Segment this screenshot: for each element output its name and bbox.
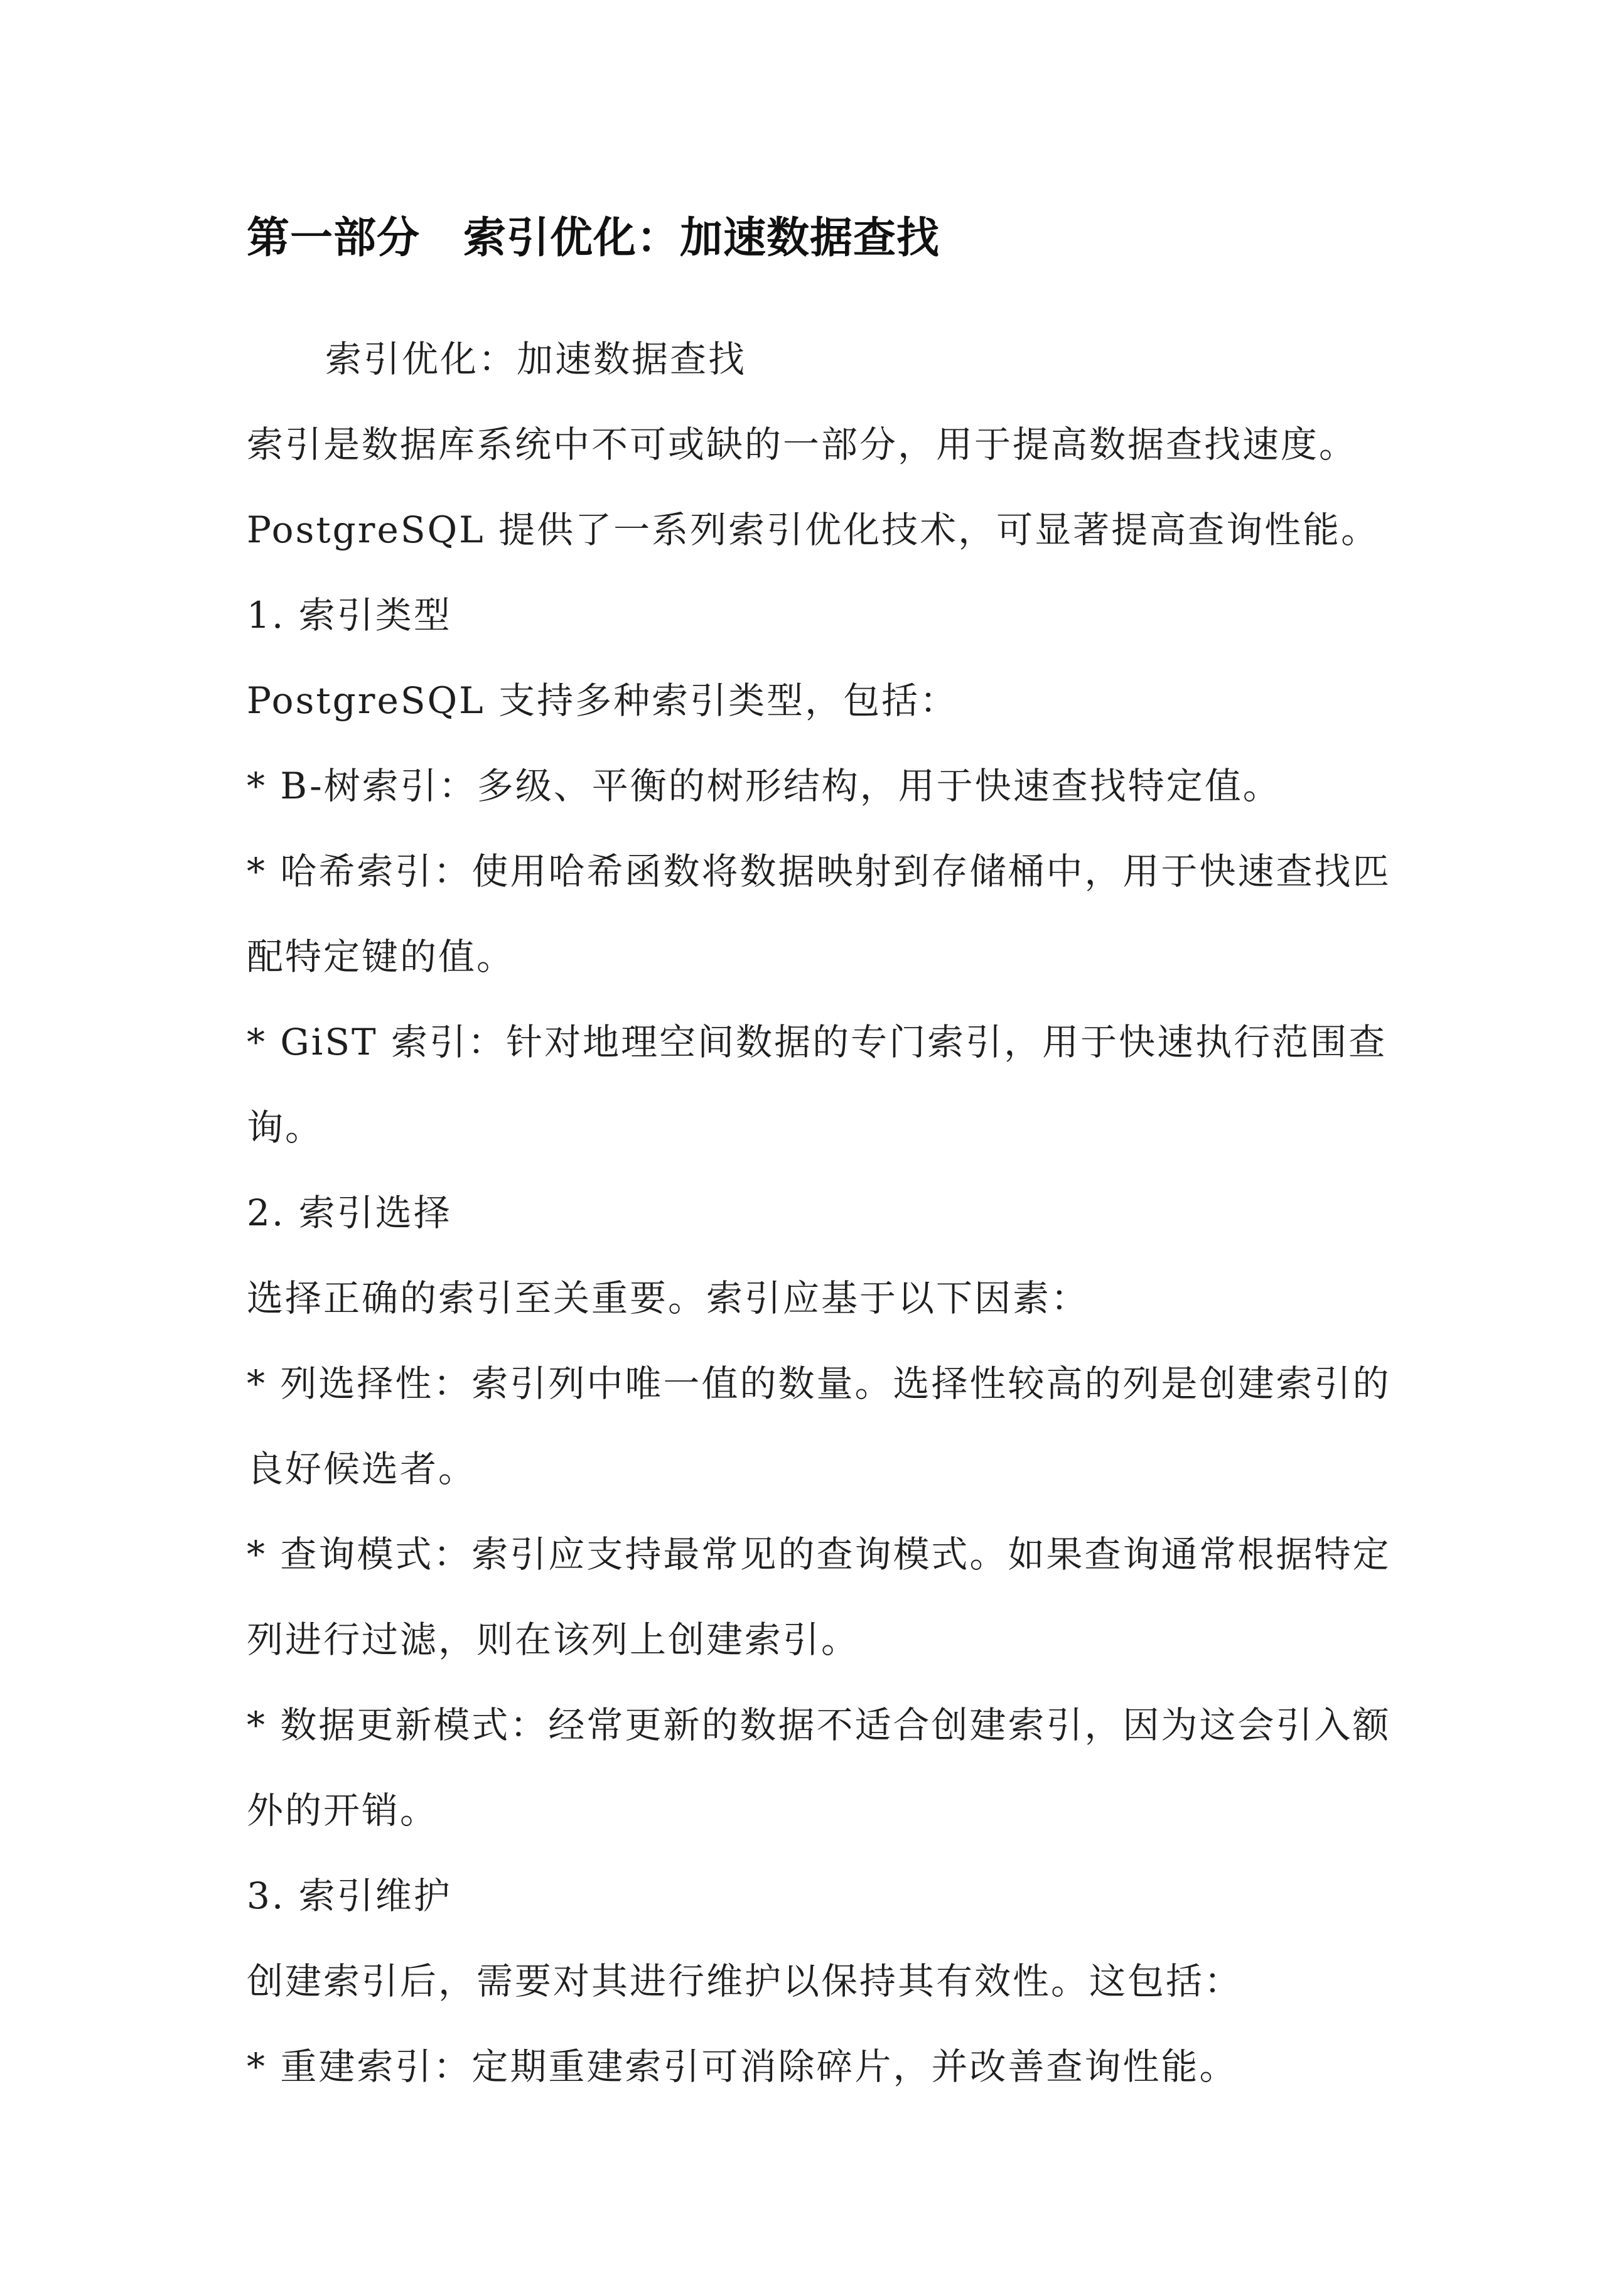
bullet-line: * GiST 索引：针对地理空间数据的专门索引，用于快速执行范围查 [247, 1021, 1387, 1063]
bullet-line: * 哈希索引：使用哈希函数将数据映射到存储桶中，用于快速查找匹 [247, 850, 1391, 893]
bullet-line: * 列选择性：索引列中唯一值的数量。选择性较高的列是创建索引的 [247, 1362, 1391, 1405]
section-title-index-types: 1. 索引类型 [247, 594, 452, 637]
bullet-continuation-line: 列进行过滤，则在该列上创建索引。 [247, 1618, 860, 1661]
bullet-line: * B-树索引：多级、平衡的树形结构，用于快速查找特定值。 [247, 765, 1281, 807]
bullet-continuation-line: 外的开销。 [247, 1789, 439, 1832]
subtitle-line: 索引优化：加速数据查找 [325, 338, 747, 380]
bullet-continuation-line: 良好候选者。 [247, 1448, 477, 1490]
bullet-continuation-line: 询。 [247, 1106, 324, 1149]
paragraph-line: 索引是数据库系统中不可或缺的一部分，用于提高数据查找速度。 [247, 423, 1358, 466]
section-title-index-maintenance: 3. 索引维护 [247, 1874, 452, 1917]
paragraph-line: 创建索引后，需要对其进行维护以保持其有效性。这包括： [247, 1960, 1243, 2002]
bullet-line: * 查询模式：索引应支持最常见的查询模式。如果查询通常根据特定 [247, 1533, 1391, 1576]
bullet-line: * 重建索引：定期重建索引可消除碎片，并改善查询性能。 [247, 2045, 1238, 2088]
section-heading: 第一部分 索引优化：加速数据查找 [247, 213, 940, 263]
bullet-line: * 数据更新模式：经常更新的数据不适合创建索引，因为这会引入额 [247, 1704, 1391, 1746]
paragraph-line: PostgreSQL 支持多种索引类型，包括： [247, 679, 959, 722]
section-title-index-selection: 2. 索引选择 [247, 1191, 452, 1234]
paragraph-line: PostgreSQL 提供了一系列索引优化技术，可显著提高查询性能。 [247, 508, 1380, 551]
paragraph-line: 选择正确的索引至关重要。索引应基于以下因素： [247, 1277, 1090, 1319]
bullet-continuation-line: 配特定键的值。 [247, 935, 515, 978]
